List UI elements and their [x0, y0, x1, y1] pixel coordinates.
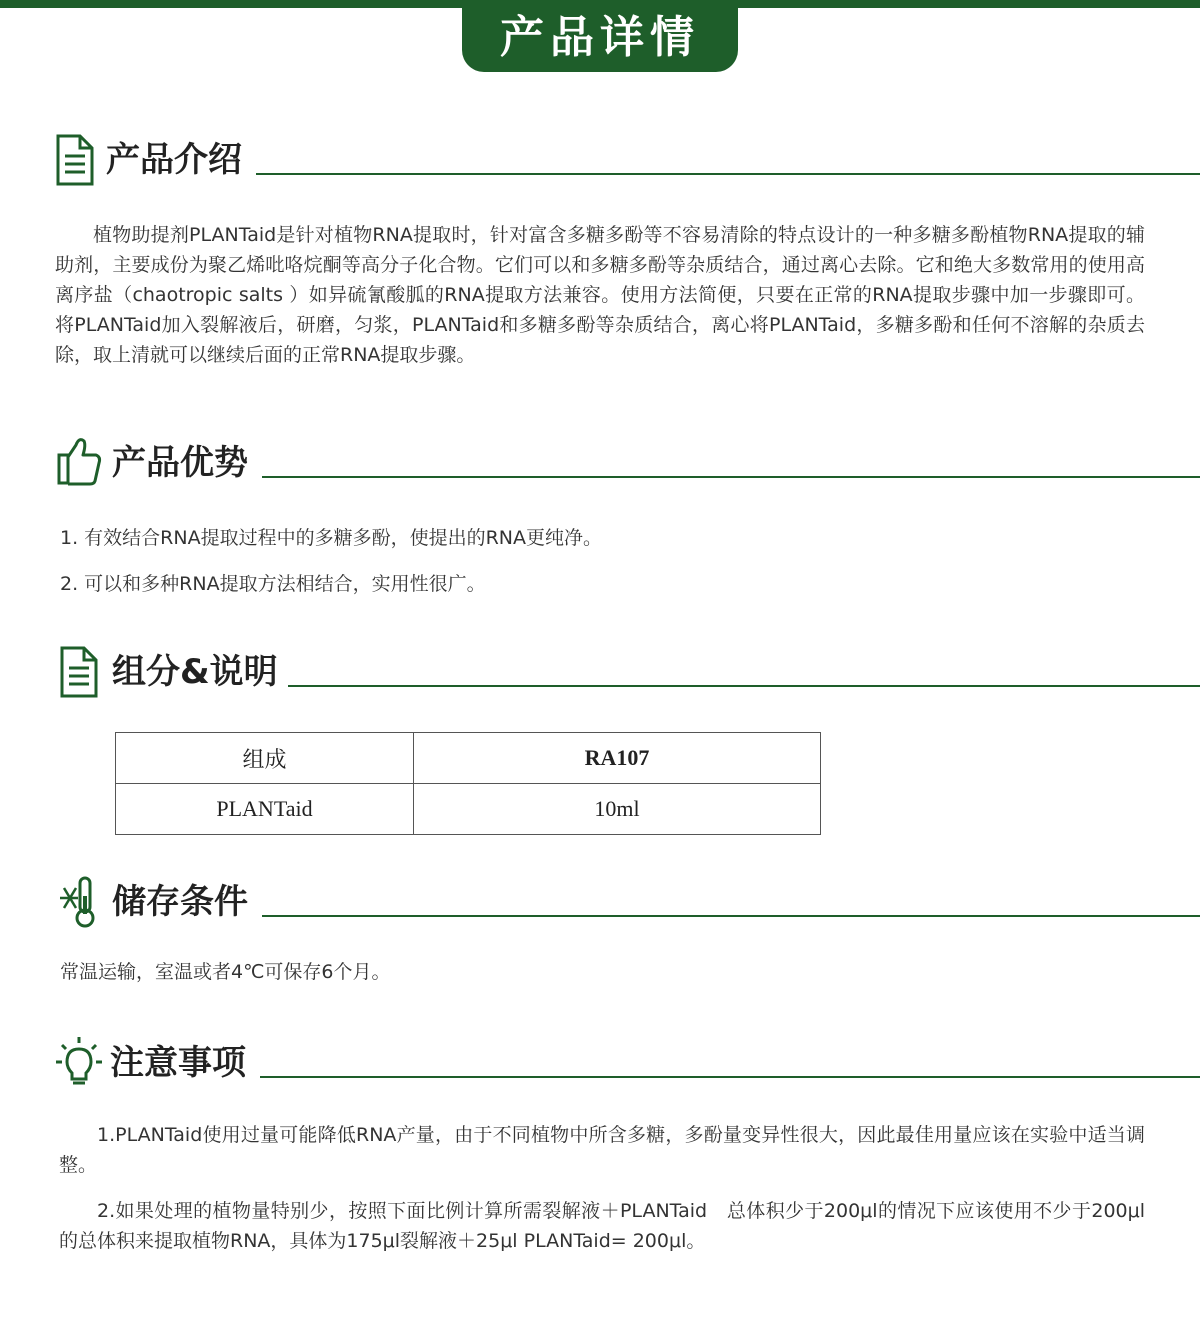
section-header-advantages [0, 435, 1200, 495]
table-header-row [116, 733, 821, 784]
section-header-storage [0, 874, 1200, 934]
intro-paragraph: 植物助提剂PLANTaid是针对植物RNA提取时，针对富含多糖多酚等不容易清除的特点设计的一种多糖多酚植物RNA提取的辅助剂，主要成份为聚乙烯吡咯烷酮等高分子化合物。它们可以和多糖多酚等杂质结合，通过离心去除。它和绝大多数常用的使用高离序盐（chaotropic salts ）如异硫氰酸胍的RNA提取方法兼容。使用方法简便，只要在正常的RNA提取步骤中加一步骤即可。将PLANTaid加入裂解液后，研磨，匀浆，PLANTaid和多糖多酚等杂质结合，离心将PLANTaid，多糖多酚和任何不溶解的杂质去除，取上清就可以继续后面的正常RNA提取步骤。 [55, 224, 1145, 366]
page-title: 产品详情 [500, 12, 700, 63]
section-rule [288, 685, 1200, 687]
table-header-cell: 组成 [116, 733, 414, 784]
table-cell: 10ml [414, 784, 821, 835]
section-header-components [0, 644, 1200, 704]
document-icon [54, 644, 104, 700]
section-rule [260, 1076, 1200, 1078]
components-table [115, 732, 821, 835]
section-rule [256, 173, 1200, 175]
section-rule [262, 915, 1200, 917]
section-rule [262, 476, 1200, 478]
table-header-cell: RA107 [414, 733, 821, 784]
note-item: 2.如果处理的植物量特别少，按照下面比例计算所需裂解液＋PLANTaid 总体积少于200μl的情况下应该使用不少于200μl的总体积来提取植物RNA，具体为175μl裂解液＋25μl PLANTaid= 200μl。 [59, 1200, 1145, 1252]
thumbs-up-icon [54, 435, 104, 491]
lightbulb-icon [54, 1035, 104, 1091]
advantage-item: 2. 可以和多种RNA提取方法相结合，实用性很广。 [60, 573, 486, 595]
section-title-intro: 产品介绍 [106, 140, 242, 180]
table-row [116, 784, 821, 835]
thermometer-snowflake-icon [54, 874, 104, 930]
document-icon [54, 132, 104, 188]
storage-text: 常温运输，室温或者4℃可保存6个月。 [60, 961, 391, 983]
section-header-intro [0, 132, 1200, 192]
page-title-banner [462, 0, 738, 72]
note-item: 1.PLANTaid使用过量可能降低RNA产量，由于不同植物中所含多糖，多酚量变异性很大，因此最佳用量应该在实验中适当调整。 [59, 1124, 1145, 1176]
advantage-item: 1. 有效结合RNA提取过程中的多糖多酚，使提出的RNA更纯净。 [60, 527, 602, 549]
section-title-storage: 储存条件 [112, 882, 248, 922]
section-title-components: 组分&说明 [112, 652, 278, 692]
table-cell: PLANTaid [116, 784, 414, 835]
section-title-advantages: 产品优势 [112, 443, 248, 483]
section-title-notes: 注意事项 [110, 1043, 246, 1083]
section-header-notes [0, 1035, 1200, 1095]
